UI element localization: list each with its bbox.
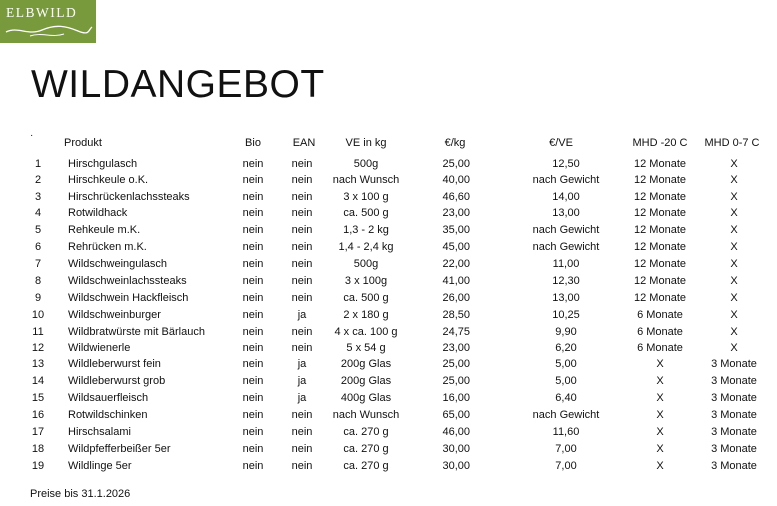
mhd-chilled: 3 Monate bbox=[711, 375, 757, 387]
price-per-ve: 9,90 bbox=[555, 326, 577, 338]
price-per-ve: 12,50 bbox=[552, 158, 580, 170]
product-name: Hirschgulasch bbox=[68, 158, 138, 170]
mhd-frozen: 12 Monate bbox=[634, 224, 686, 236]
page-title: WILDANGEBOT bbox=[31, 63, 325, 106]
ve-value: ca. 500 g bbox=[343, 207, 389, 219]
ean-value: nein bbox=[291, 207, 313, 219]
price-per-ve: 10,25 bbox=[552, 309, 580, 321]
bio-value: nein bbox=[242, 358, 264, 370]
product-name: Wildschweinburger bbox=[68, 309, 161, 321]
row-number: 12 bbox=[31, 342, 45, 354]
price-per-kg: 28,50 bbox=[442, 309, 470, 321]
product-name: Wildwienerle bbox=[68, 342, 131, 354]
mhd-chilled: 3 Monate bbox=[711, 426, 757, 438]
bio-value: nein bbox=[242, 326, 264, 338]
mhd-chilled: X bbox=[730, 191, 738, 203]
price-per-kg: 25,00 bbox=[442, 158, 470, 170]
mhd-chilled: X bbox=[730, 292, 738, 304]
mhd-frozen: X bbox=[656, 460, 664, 472]
ve-value: 200g Glas bbox=[340, 375, 392, 387]
row-number: 5 bbox=[34, 224, 42, 236]
header-product: Produkt bbox=[64, 137, 102, 149]
ean-value: nein bbox=[291, 426, 313, 438]
mhd-chilled: 3 Monate bbox=[711, 443, 757, 455]
ean-value: nein bbox=[291, 342, 313, 354]
mhd-frozen: 12 Monate bbox=[634, 275, 686, 287]
row-number: 17 bbox=[31, 426, 45, 438]
header-price-ve: €/VE bbox=[549, 137, 573, 149]
ve-value: 1,3 - 2 kg bbox=[343, 224, 389, 236]
ean-value: nein bbox=[291, 224, 313, 236]
product-name: Wildschwein Hackfleisch bbox=[68, 292, 189, 304]
row-number: 19 bbox=[31, 460, 45, 472]
bio-value: nein bbox=[242, 409, 264, 421]
mhd-frozen: X bbox=[656, 426, 664, 438]
row-number: 14 bbox=[31, 375, 45, 387]
mhd-chilled: X bbox=[730, 241, 738, 253]
product-name: Hirschrückenlachssteaks bbox=[68, 191, 190, 203]
price-per-kg: 25,00 bbox=[442, 375, 470, 387]
ve-value: 2 x 180 g bbox=[343, 309, 389, 321]
bio-value: nein bbox=[242, 241, 264, 253]
price-per-ve: 13,00 bbox=[552, 207, 580, 219]
ve-value: 1,4 - 2,4 kg bbox=[338, 241, 394, 253]
price-per-kg: 30,00 bbox=[442, 460, 470, 472]
header-bio: Bio bbox=[245, 137, 261, 149]
bio-value: nein bbox=[242, 375, 264, 387]
price-per-ve: 6,20 bbox=[555, 342, 577, 354]
bio-value: nein bbox=[242, 158, 264, 170]
mhd-chilled: X bbox=[730, 207, 738, 219]
mhd-chilled: X bbox=[730, 258, 738, 270]
ve-value: nach Wunsch bbox=[332, 409, 400, 421]
price-per-ve: 11,60 bbox=[552, 426, 580, 438]
mhd-frozen: 6 Monate bbox=[637, 342, 683, 354]
ve-value: ca. 270 g bbox=[343, 443, 389, 455]
mhd-chilled: X bbox=[730, 275, 738, 287]
product-name: Rehrücken m.K. bbox=[68, 241, 147, 253]
mhd-frozen: X bbox=[656, 409, 664, 421]
ve-value: 4 x ca. 100 g bbox=[334, 326, 398, 338]
price-per-ve: 14,00 bbox=[552, 191, 580, 203]
ean-value: nein bbox=[291, 174, 313, 186]
ean-value: ja bbox=[297, 358, 307, 370]
bio-value: nein bbox=[242, 342, 264, 354]
row-number: 18 bbox=[31, 443, 45, 455]
price-per-ve: nach Gewicht bbox=[532, 241, 600, 253]
ean-value: nein bbox=[291, 241, 313, 253]
product-name: Wildschweingulasch bbox=[68, 258, 168, 270]
row-number: 4 bbox=[34, 207, 42, 219]
ean-value: nein bbox=[291, 460, 313, 472]
header-ean: EAN bbox=[292, 137, 316, 149]
bio-value: nein bbox=[242, 443, 264, 455]
ean-value: nein bbox=[291, 409, 313, 421]
price-per-ve: 7,00 bbox=[555, 443, 577, 455]
mhd-frozen: 12 Monate bbox=[634, 191, 686, 203]
price-per-kg: 41,00 bbox=[442, 275, 470, 287]
mhd-frozen: 12 Monate bbox=[634, 241, 686, 253]
product-name: Wildlinge 5er bbox=[68, 460, 132, 472]
mhd-chilled: 3 Monate bbox=[711, 358, 757, 370]
ve-value: ca. 270 g bbox=[343, 426, 389, 438]
row-number: 3 bbox=[34, 191, 42, 203]
product-name: Wildsauerfleisch bbox=[68, 392, 149, 404]
bio-value: nein bbox=[242, 207, 264, 219]
mhd-frozen: X bbox=[656, 443, 664, 455]
product-name: Hirschsalami bbox=[68, 426, 131, 438]
product-name: Rotwildschinken bbox=[68, 409, 148, 421]
mhd-frozen: 6 Monate bbox=[637, 326, 683, 338]
logo-text: ELBWILD bbox=[6, 5, 78, 20]
row-number: 11 bbox=[32, 326, 44, 338]
bio-value: nein bbox=[242, 426, 264, 438]
mhd-frozen: 12 Monate bbox=[634, 258, 686, 270]
price-per-kg: 35,00 bbox=[442, 224, 470, 236]
product-name: Wildleberwurst grob bbox=[68, 375, 166, 387]
row-number: 9 bbox=[34, 292, 42, 304]
ve-value: 5 x 54 g bbox=[346, 342, 386, 354]
mhd-chilled: X bbox=[730, 158, 738, 170]
bio-value: nein bbox=[242, 191, 264, 203]
ve-value: 500g bbox=[353, 258, 379, 270]
price-per-kg: 26,00 bbox=[442, 292, 470, 304]
price-per-kg: 46,60 bbox=[442, 191, 470, 203]
mhd-chilled: X bbox=[730, 309, 738, 321]
mhd-chilled: X bbox=[730, 224, 738, 236]
mhd-frozen: X bbox=[656, 375, 664, 387]
product-name: Wildpfefferbeißer 5er bbox=[68, 443, 171, 455]
row-number: 6 bbox=[34, 241, 42, 253]
product-name: Wildschweinlachssteaks bbox=[68, 275, 187, 287]
ean-value: nein bbox=[291, 158, 313, 170]
price-per-ve: 13,00 bbox=[552, 292, 580, 304]
mhd-chilled: X bbox=[730, 342, 738, 354]
bio-value: nein bbox=[242, 258, 264, 270]
row-number: 2 bbox=[34, 174, 42, 186]
elbwild-logo bbox=[0, 0, 96, 43]
price-per-ve: 6,40 bbox=[555, 392, 577, 404]
ve-value: 200g Glas bbox=[340, 358, 392, 370]
bio-value: nein bbox=[242, 392, 264, 404]
ve-value: 400g Glas bbox=[340, 392, 392, 404]
bio-value: nein bbox=[242, 224, 264, 236]
header-mhd-chilled: MHD 0-7 C bbox=[704, 137, 760, 149]
ean-value: nein bbox=[291, 292, 313, 304]
bio-value: nein bbox=[242, 309, 264, 321]
header-ve: VE in kg bbox=[345, 137, 387, 149]
mhd-frozen: 12 Monate bbox=[634, 158, 686, 170]
row-number: 1 bbox=[34, 158, 42, 170]
price-per-kg: 46,00 bbox=[442, 426, 470, 438]
ean-value: ja bbox=[297, 392, 307, 404]
product-name: Wildleberwurst fein bbox=[68, 358, 161, 370]
price-per-ve: 12,30 bbox=[552, 275, 580, 287]
price-per-ve: 5,00 bbox=[555, 375, 577, 387]
bio-value: nein bbox=[242, 292, 264, 304]
ean-value: ja bbox=[297, 375, 307, 387]
ve-value: 3 x 100 g bbox=[343, 191, 389, 203]
price-per-ve: nach Gewicht bbox=[532, 174, 600, 186]
ean-value: nein bbox=[291, 258, 313, 270]
mhd-frozen: X bbox=[656, 392, 664, 404]
price-per-kg: 22,00 bbox=[442, 258, 470, 270]
row-number: 7 bbox=[34, 258, 42, 270]
row-number: 15 bbox=[31, 392, 45, 404]
product-name: Wildbratwürste mit Bärlauch bbox=[68, 326, 205, 338]
price-per-ve: 11,00 bbox=[552, 258, 580, 270]
ve-value: nach Wunsch bbox=[332, 174, 400, 186]
price-per-kg: 65,00 bbox=[442, 409, 470, 421]
price-per-kg: 24,75 bbox=[442, 326, 470, 338]
price-per-kg: 23,00 bbox=[442, 207, 470, 219]
mhd-chilled: 3 Monate bbox=[711, 392, 757, 404]
bio-value: nein bbox=[242, 174, 264, 186]
mhd-frozen: 12 Monate bbox=[634, 207, 686, 219]
price-per-ve: nach Gewicht bbox=[532, 409, 600, 421]
price-per-kg: 30,00 bbox=[442, 443, 470, 455]
row-number: 13 bbox=[31, 358, 45, 370]
price-per-ve: 5,00 bbox=[555, 358, 577, 370]
logo-wave-icon bbox=[0, 0, 96, 43]
ve-value: 500g bbox=[353, 158, 379, 170]
mhd-chilled: 3 Monate bbox=[711, 409, 757, 421]
row-number: 16 bbox=[31, 409, 45, 421]
mhd-chilled: X bbox=[730, 326, 738, 338]
bio-value: nein bbox=[242, 460, 264, 472]
mhd-frozen: X bbox=[656, 358, 664, 370]
product-name: Rotwildhack bbox=[68, 207, 128, 219]
product-name: Hirschkeule o.K. bbox=[68, 174, 149, 186]
ean-value: nein bbox=[291, 443, 313, 455]
ean-value: nein bbox=[291, 191, 313, 203]
price-per-kg: 40,00 bbox=[442, 174, 470, 186]
row-number: 8 bbox=[34, 275, 42, 287]
mhd-chilled: X bbox=[730, 174, 738, 186]
ean-value: nein bbox=[291, 275, 313, 287]
ve-value: 3 x 100g bbox=[344, 275, 388, 287]
ve-value: ca. 270 g bbox=[343, 460, 389, 472]
mhd-frozen: 12 Monate bbox=[634, 174, 686, 186]
ve-value: ca. 500 g bbox=[343, 292, 389, 304]
bio-value: nein bbox=[242, 275, 264, 287]
header-price-kg: €/kg bbox=[444, 137, 466, 149]
price-per-kg: 23,00 bbox=[442, 342, 470, 354]
mhd-frozen: 6 Monate bbox=[637, 309, 683, 321]
marker: · bbox=[30, 130, 34, 141]
price-per-kg: 25,00 bbox=[442, 358, 470, 370]
price-per-kg: 16,00 bbox=[442, 392, 470, 404]
header-mhd-frozen: MHD -20 C bbox=[632, 137, 688, 149]
ean-value: nein bbox=[291, 326, 313, 338]
mhd-chilled: 3 Monate bbox=[711, 460, 757, 472]
row-number: 10 bbox=[31, 309, 45, 321]
price-per-ve: 7,00 bbox=[555, 460, 577, 472]
product-name: Rehkeule m.K. bbox=[68, 224, 141, 236]
price-per-kg: 45,00 bbox=[442, 241, 470, 253]
price-validity-note: Preise bis 31.1.2026 bbox=[30, 488, 131, 500]
price-per-ve: nach Gewicht bbox=[532, 224, 600, 236]
ean-value: ja bbox=[297, 309, 307, 321]
mhd-frozen: 12 Monate bbox=[634, 292, 686, 304]
